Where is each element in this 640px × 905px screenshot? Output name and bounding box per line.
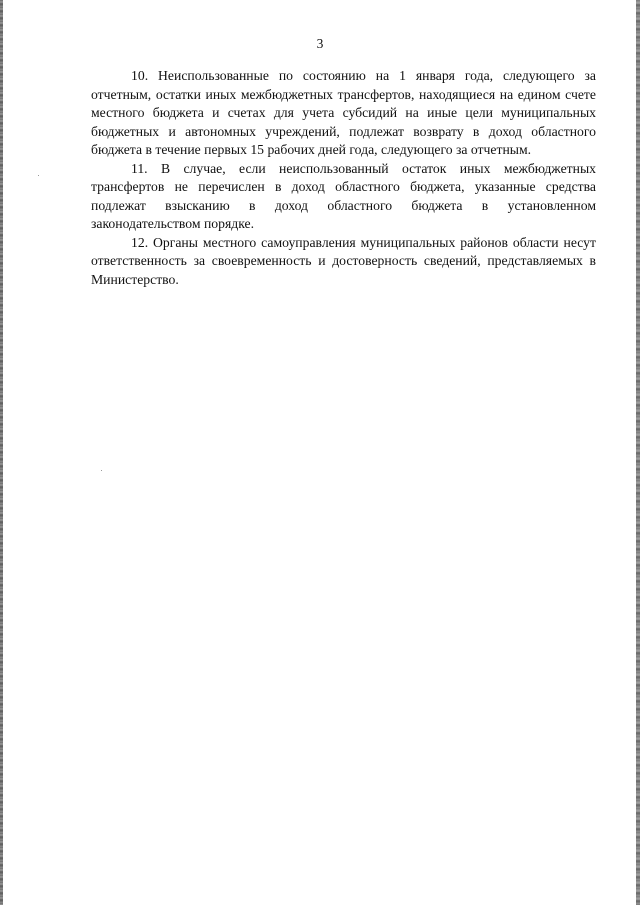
paragraph-11: 11. В случае, если неиспользованный остаток иных межбюджетных трансфертов не перечислен в доход областного бюджета, указанные средства подлежат взысканию в доход областного бюджета в установленном законодательством порядке. xyxy=(91,160,596,231)
scan-edge-left xyxy=(0,0,3,905)
paragraph-12: 12. Органы местного самоуправления муниципальных районов области несут ответственность за своевременность и достоверность сведений, представляемых в Министерство. xyxy=(91,234,596,287)
paragraph-10: 10. Неиспользованные по состоянию на 1 января года, следующего за отчетным, остатки иных межбюджетных трансфертов, находящиеся на едином счете местного бюджета и счетах для учета субсидий на иные цели муниципальных бюджетных и автономных учреждений, подлежат возврату в доход областного бюджета в течение первых 15 рабочих дней года, следующего за отчетным. xyxy=(91,68,596,157)
scan-speck xyxy=(101,470,102,471)
scan-speck xyxy=(38,175,39,176)
document-body xyxy=(91,67,596,289)
page-number: 3 xyxy=(316,36,324,51)
scan-edge-right xyxy=(636,0,640,905)
